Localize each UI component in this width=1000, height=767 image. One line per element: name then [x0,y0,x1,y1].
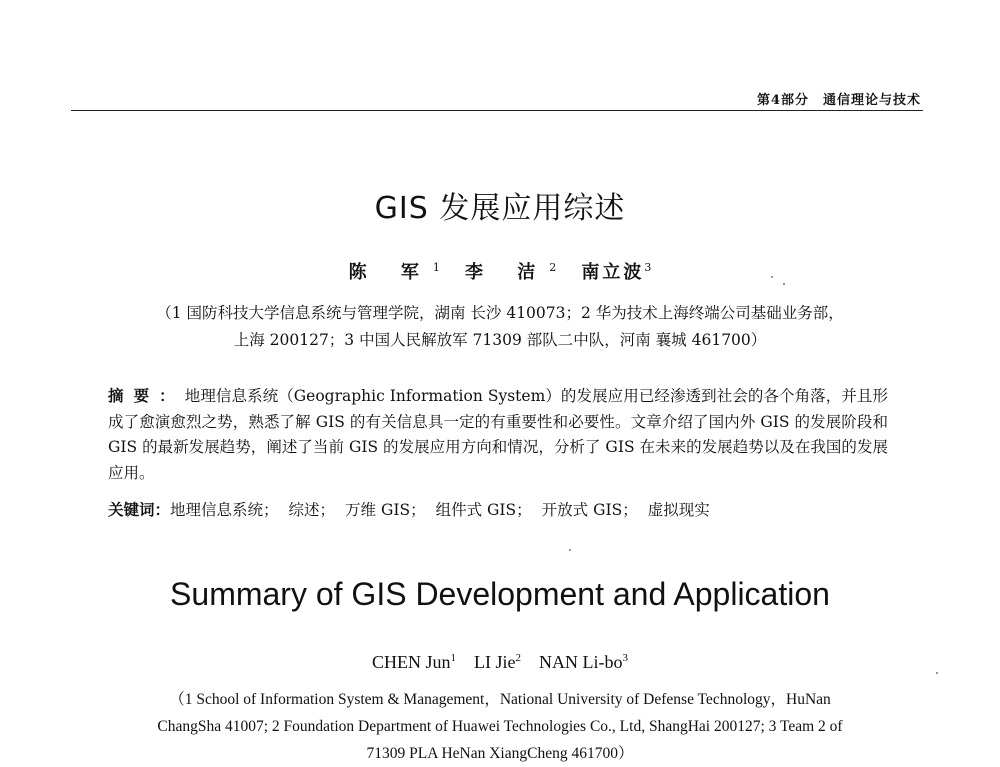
author-name: NAN Li-bo [539,652,623,672]
keywords-label: 关键词： [108,500,171,519]
author-superscript: 3 [644,261,652,274]
author-name: 李 洁 [465,262,550,283]
chinese-affiliation-line: （1 国防科技大学信息系统与管理学院，湖南 长沙 410073；2 华为技术上海终端公司基础业务部， [156,304,844,322]
chinese-abstract [108,383,888,486]
keyword: 虚拟现实 [647,501,710,519]
running-head-part: 第4部分 [756,93,809,108]
english-authors [0,652,1000,673]
keyword: 万维 GIS； [345,501,426,519]
chinese-author [581,262,651,283]
scan-speck [771,276,773,278]
chinese-keywords [108,497,898,523]
author-superscript: 2 [549,261,557,274]
author-superscript: 2 [515,652,521,664]
author-superscript: 1 [450,652,457,664]
chinese-affiliation [70,300,930,354]
running-head-section: 通信理论与技术 [822,93,921,108]
english-affiliation [80,686,920,767]
abstract-text: 地理信息系统（Geographic Information System）的发展应用已经渗透到社会的各个角落，并且形成了愈演愈烈之势，熟悉了解 GIS 的有关信息具一定的有重要性和必要性。文章介绍了国内外 GIS 的发展阶段和 GIS 的最新发展趋势，阐述了当前 GIS 的发展应用方向和情况，分析了 GIS 在未来的发展趋势以及在我国的发展应用。 [108,387,888,482]
english-author [474,652,521,672]
english-author [372,652,456,672]
author-name: CHEN Jun [372,652,451,672]
keyword: 地理信息系统； [170,501,279,519]
header-rule [71,110,923,111]
running-head [0,89,921,108]
author-name: 南立波 [581,262,645,283]
scan-speck [569,549,571,551]
english-title: Summary of GIS Development and Application [170,576,830,612]
abstract-label: 摘要： [108,386,185,405]
english-author [539,652,628,672]
english-affiliation-line: ChangSha 41007; 2 Foundation Department of Huawei Technologies Co., Ltd, ShangHai 200127; 3 Team 2 of [157,718,843,735]
author-superscript: 1 [432,261,440,274]
author-superscript: 3 [622,652,628,664]
author-name: LI Jie [474,652,516,672]
chinese-affiliation-line: 上海 200127；3 中国人民解放军 71309 部队二中队，河南 襄城 461700） [233,331,767,349]
keyword: 组件式 GIS； [435,501,532,519]
author-name: 陈 军 [348,262,433,283]
chinese-author [349,262,440,283]
chinese-title: GIS 发展应用综述 [374,191,626,226]
chinese-author [465,262,556,283]
english-affiliation-line: （1 School of Information System & Management，National University of Defense Technology，HuNan [169,691,831,708]
keyword: 综述； [288,501,336,519]
chinese-authors [0,258,1000,284]
keyword: 开放式 GIS； [541,501,638,519]
english-affiliation-line: 71309 PLA HeNan XiangCheng 461700） [366,745,634,762]
scan-speck [936,672,938,674]
scan-speck [783,283,785,285]
